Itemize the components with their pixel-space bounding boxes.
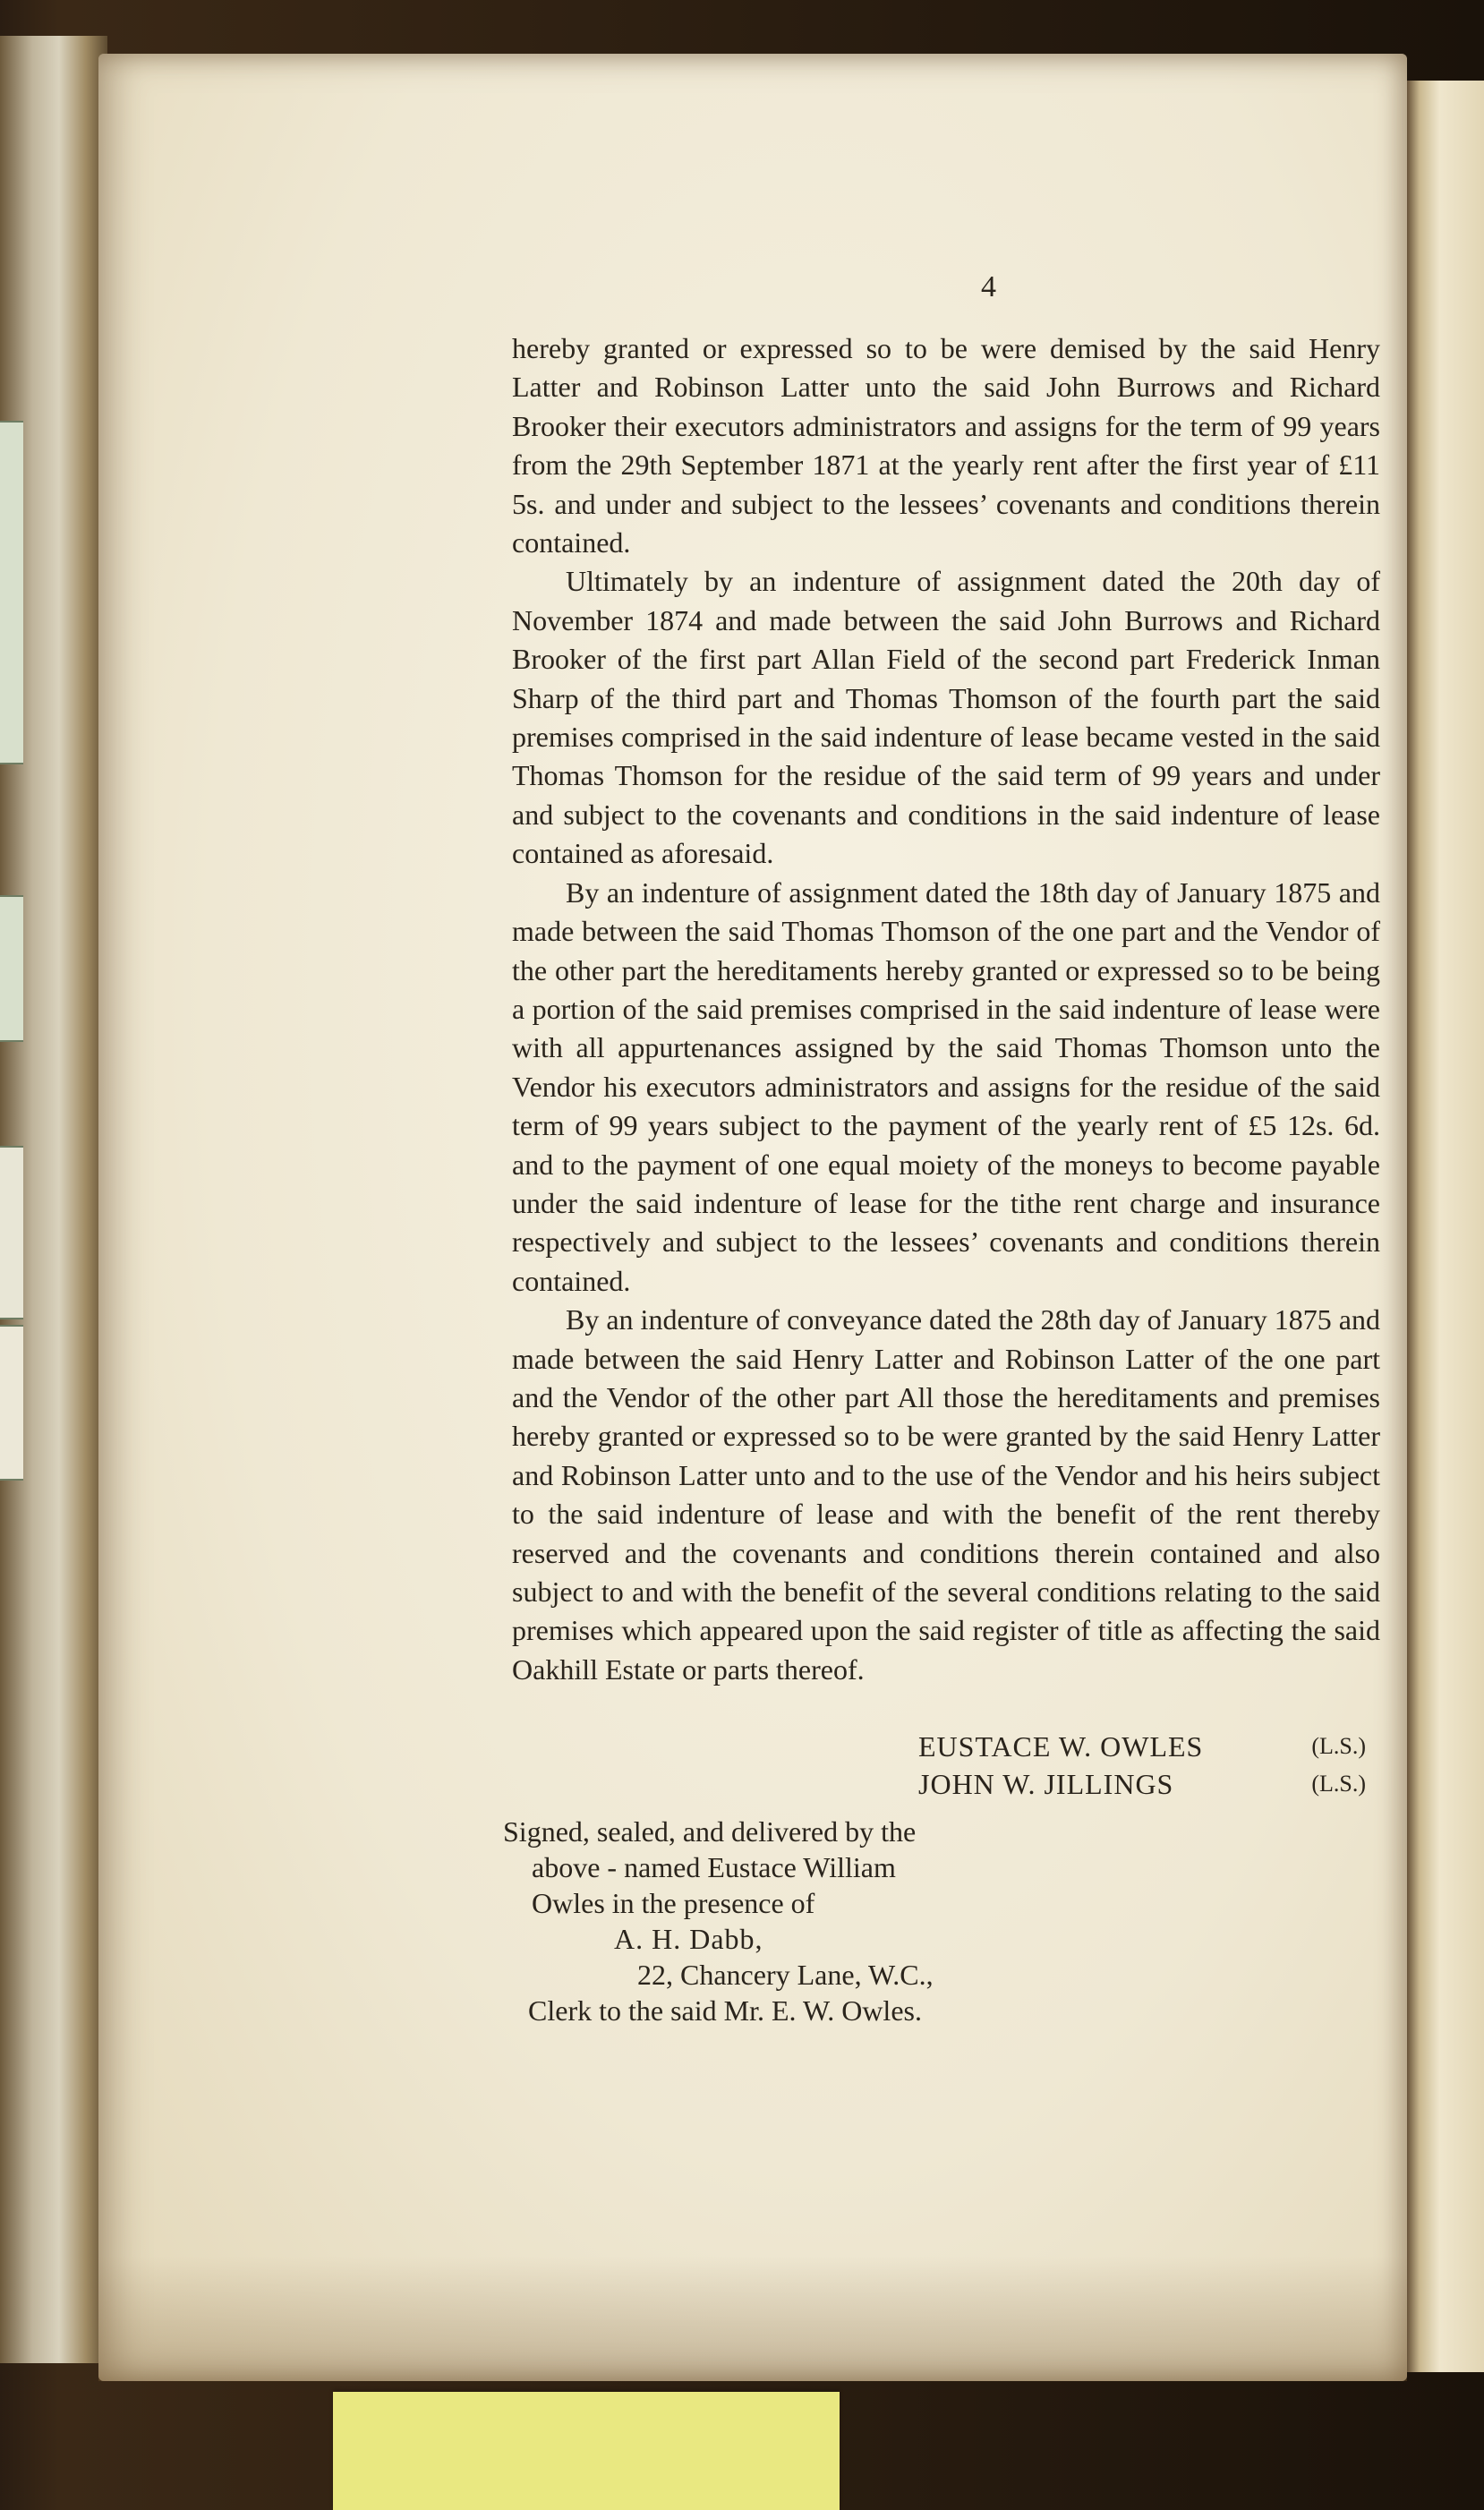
signature-block (918, 1728, 1366, 1803)
attestation-line: Owles in the presence of (532, 1887, 815, 1919)
signatory-name: EUSTACE W. OWLES (918, 1730, 1204, 1763)
paragraph: Ultimately by an indenture of assignment dated the 20th day of November 1874 and made between the said John Burrows and Richard Brooker of the first part Allan Field of the second part Frederick Inman Sharp of the third part and Thomas Thomson of the fourth part the said premises comprised in the said indenture of lease became vested in the said Thomas Thomson for the residue of the said term of 99 years and under and subject to the covenants and conditions in the said indenture of lease contained as aforesaid. (512, 565, 1380, 870)
page-shadow (98, 2256, 1407, 2381)
page-number: 4 (981, 270, 996, 303)
seal-mark: (L.S.) (1311, 1771, 1366, 1797)
left-tab (0, 895, 23, 1042)
witness-address: 22, Chancery Lane, W.C., (637, 1959, 934, 1991)
left-tab (0, 1146, 23, 1319)
attestation-line: Signed, sealed, and delivered by the (503, 1815, 917, 1848)
facing-page-edge (1403, 81, 1484, 2372)
signature-line (918, 1728, 1366, 1765)
witness-role: Clerk to the said Mr. E. W. Owles. (528, 1994, 922, 2027)
paragraph: By an indenture of assignment dated the 18th day of January 1875 and made between the said Thomas Thomson of the one part and the Vendor of the other part the hereditaments hereby granted or expressed so to be being a portion of the said premises comprised in the said indenture of lease were with all appurtenances assigned by the said Thomas Thomson unto the Vendor his executors administrators and assigns for the residue of the said term of 99 years subject to the payment of the yearly rent of £5 12s. 6d. and to the payment of one equal moiety of the moneys to become payable under the said indenture of lease for the tithe rent charge and insurance respectively and subject to the lessees’ covenants and conditions therein contained. (512, 875, 1380, 1297)
body-text (512, 329, 1380, 1689)
signature-line (918, 1765, 1366, 1803)
paragraph: hereby granted or expressed so to be were demised by the said Henry Latter and Robinson Latter unto the said John Burrows and Richard Brooker their executors administrators and assigns for the term of 99 years from the 29th September 1871 at the yearly rent after the first year of £11 5s. and under and subject to the lessees’ covenants and conditions therein contained. (512, 332, 1380, 559)
seal-mark: (L.S.) (1311, 1733, 1366, 1759)
left-tab (0, 421, 23, 764)
paragraph: By an indenture of conveyance dated the 28th day of January 1875 and made between the said Henry Latter and Robinson Latter of the one part and the Vendor of the other part All those the hereditaments and premises hereby granted or expressed so to be were granted by the said Henry Latter and Robinson Latter unto and to the use of the Vendor and his heirs subject to the said indenture of lease and with the benefit of the rent thereby reserved and the covenants and conditions therein contained and also subject to and with the benefit of the several conditions relating to the said premises which appeared upon the said register of title as affecting the said Oakhill Estate or parts thereof. (512, 1303, 1380, 1686)
witness-name: A. H. Dabb, (614, 1923, 763, 1955)
attestation-line: above - named Eustace William (532, 1851, 896, 1883)
attestation-clause (503, 1814, 1004, 2028)
bookmark-slip (333, 2392, 840, 2510)
signatory-name: JOHN W. JILLINGS (918, 1768, 1174, 1800)
left-tab (0, 1325, 23, 1481)
